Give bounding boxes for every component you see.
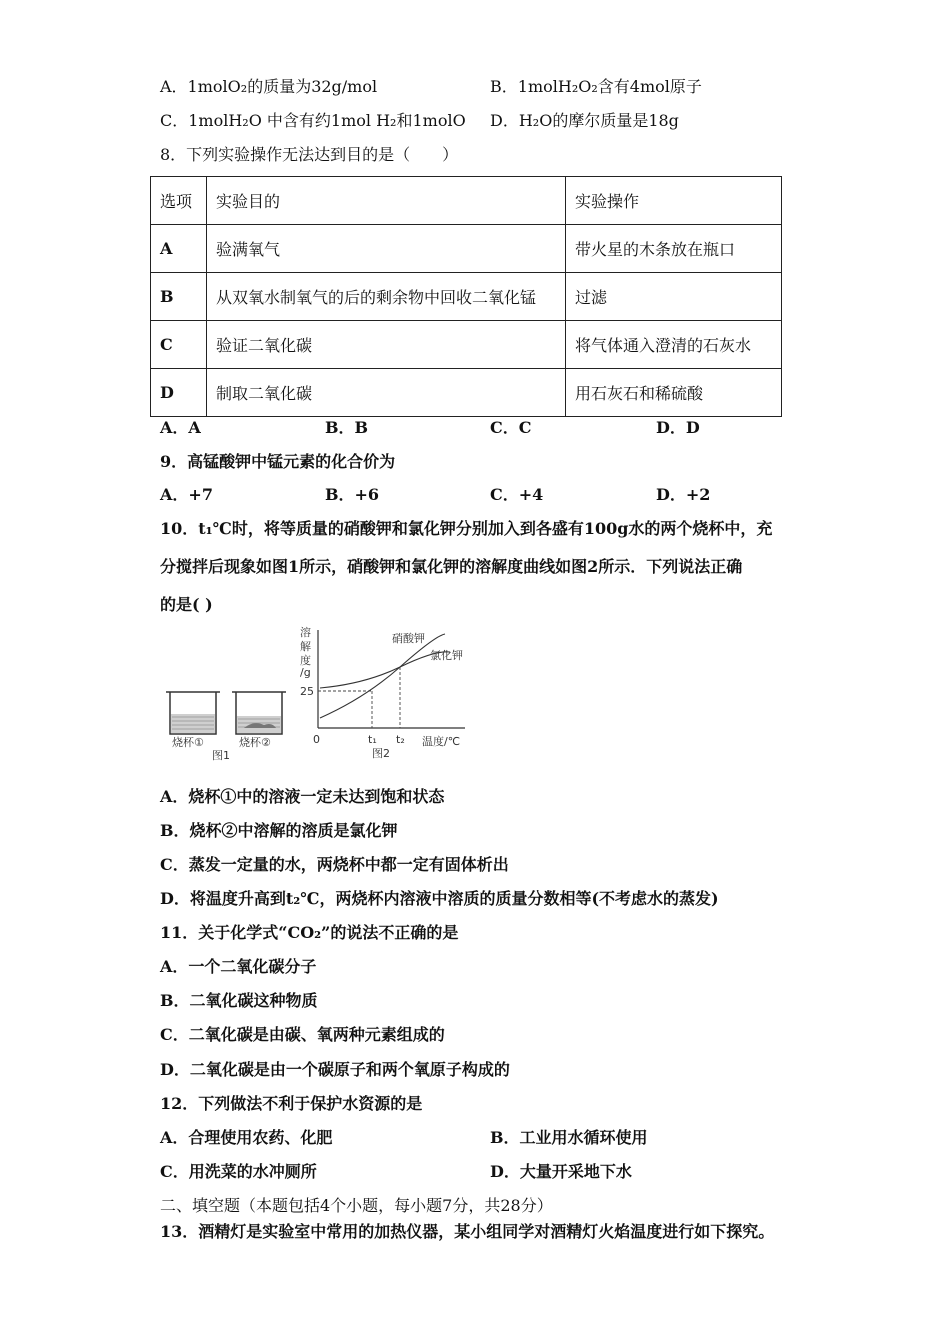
q9-option-b: B．+6 [325,485,380,504]
table-header-cell: 选项 [151,177,207,225]
x-origin-label: 0 [313,733,320,746]
q7-option-d: D．H₂O的摩尔质量是18g [490,111,679,130]
q12-option-b: B．工业用水循环使用 [490,1128,648,1147]
q12-option-d: D．大量开采地下水 [490,1162,632,1181]
q9-option-d: D．+2 [656,485,711,504]
y-axis-char: 溶 [300,626,311,639]
figure-2-caption: 图2 [372,747,390,760]
q10-option-a: A．烧杯①中的溶液一定未达到饱和状态 [160,787,445,806]
table-cell: 验满氧气 [207,225,566,273]
q7-option-a: A．1molO₂的质量为32g/mol [160,77,378,96]
beaker-1-diagram [166,692,220,734]
q7-option-b: B．1molH₂O₂含有4mol原子 [490,77,702,96]
q11-option-d: D．二氧化碳是由一个碳原子和两个氧原子构成的 [160,1060,510,1079]
q10-option-c: C．蒸发一定量的水，两烧杯中都一定有固体析出 [160,855,509,874]
q11-option-a: A．一个二氧化碳分子 [160,957,317,976]
q8-option-a: A．A [160,418,201,437]
q11-option-b: B．二氧化碳这种物质 [160,991,318,1010]
table-header-cell: 实验目的 [207,177,566,225]
beaker-2-label: 烧杯② [239,736,271,749]
q8-option-c: C．C [490,418,532,437]
q12-option-a: A．合理使用农药、化肥 [160,1128,333,1147]
q12-option-c: C．用洗菜的水冲厕所 [160,1162,317,1181]
q10-stem-line3: 的是( ) [160,595,213,614]
table-row [151,225,782,273]
x-tick-label: t₁ [368,733,377,746]
table-cell: 过滤 [566,273,782,321]
table-cell: 制取二氧化碳 [207,369,566,417]
y-axis-char: 度 [300,654,311,667]
q13-stem: 13．酒精灯是实验室中常用的加热仪器，某小组同学对酒精灯火焰温度进行如下探究。 [160,1222,775,1241]
table-row [151,321,782,369]
table-cell: D [151,369,207,417]
section-heading: 二、填空题（本题包括4个小题，每小题7分，共28分） [160,1196,553,1215]
table-cell: C [151,321,207,369]
q10-stem-line1: 10．t₁℃时，将等质量的硝酸钾和氯化钾分别加入到各盛有100g水的两个烧杯中，充 [160,519,773,538]
table-row [151,369,782,417]
table-cell: A [151,225,207,273]
figure-1-caption: 图1 [212,749,230,762]
curve-label-kcl: 氯化钾 [430,649,463,662]
q10-option-b: B．烧杯②中溶解的溶质是氯化钾 [160,821,398,840]
q10-figure [160,622,480,772]
curve-label-kno3: 硝酸钾 [392,632,425,645]
table-cell: B [151,273,207,321]
q9-option-c: C．+4 [490,485,544,504]
q9-stem: 9．高锰酸钾中锰元素的化合价为 [160,452,396,471]
q12-stem: 12．下列做法不利于保护水资源的是 [160,1094,423,1113]
table-cell: 验证二氧化碳 [207,321,566,369]
q9-option-a: A．+7 [160,485,213,504]
table-cell: 将气体通入澄清的石灰水 [566,321,782,369]
q11-stem: 11．关于化学式“CO₂”的说法不正确的是 [160,923,459,942]
q8-option-b: B．B [325,418,369,437]
q8-table [150,176,782,417]
table-header-cell: 实验操作 [566,177,782,225]
y-tick-label: 25 [300,685,314,698]
table-row [151,273,782,321]
q10-stem-line2: 分搅拌后现象如图1所示，硝酸钾和氯化钾的溶解度曲线如图2所示．下列说法正确 [160,557,743,576]
x-axis-label: 温度/℃ [422,735,461,748]
q8-stem: 8．下列实验操作无法达到目的是（ ） [160,145,459,164]
beaker-1-label: 烧杯① [172,736,204,749]
x-tick-label: t₂ [396,733,405,746]
q7-option-c: C．1molH₂O 中含有约1mol H₂和1molO [160,111,466,130]
q11-option-c: C．二氧化碳是由碳、氧两种元素组成的 [160,1025,445,1044]
y-axis-char: /g [300,666,311,679]
q8-option-d: D．D [656,418,700,437]
table-cell: 从双氧水制氧气的后的剩余物中回收二氧化锰 [207,273,566,321]
table-cell: 带火星的木条放在瓶口 [566,225,782,273]
table-cell: 用石灰石和稀硫酸 [566,369,782,417]
q10-option-d: D．将温度升高到t₂℃，两烧杯内溶液中溶质的质量分数相等(不考虑水的蒸发) [160,889,719,908]
beaker-2-diagram [232,692,286,734]
y-axis-char: 解 [300,640,311,653]
table-header-row [151,177,782,225]
